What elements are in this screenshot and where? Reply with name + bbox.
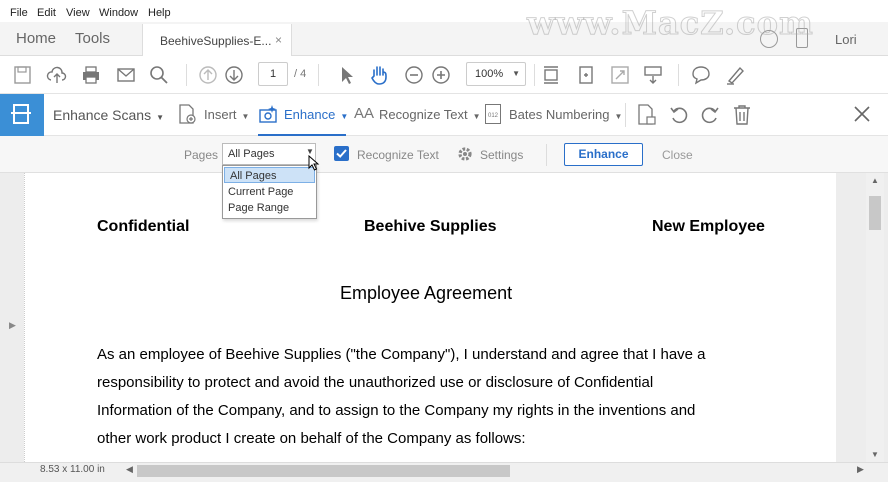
mouse-cursor-icon bbox=[308, 155, 320, 176]
document-title: Employee Agreement bbox=[340, 283, 513, 303]
page-properties-icon[interactable] bbox=[637, 104, 657, 126]
header-new-employee: New Employee bbox=[652, 218, 765, 235]
page-number-input[interactable]: 1 bbox=[258, 62, 288, 86]
gear-icon[interactable] bbox=[455, 144, 475, 164]
dropdown-option-all-pages[interactable]: All Pages bbox=[224, 167, 315, 183]
recognize-text-menu[interactable] bbox=[379, 107, 481, 122]
insert-page-icon bbox=[178, 104, 196, 124]
toolbar-divider bbox=[318, 64, 319, 86]
pages-select[interactable] bbox=[222, 143, 316, 165]
zoom-value: 100% bbox=[475, 68, 504, 80]
toolbar-divider bbox=[534, 64, 535, 86]
chevron-down-icon: ▼ bbox=[156, 113, 164, 122]
paragraph-line: responsibility to protect and avoid the unauthorized use or disclosure of Confidential bbox=[97, 374, 654, 391]
watermark: www.MacZ.com bbox=[527, 4, 814, 42]
recognize-text-icon: AA bbox=[354, 105, 375, 122]
menu-view[interactable]: View bbox=[66, 7, 90, 19]
expand-panel-icon[interactable]: ▶ bbox=[9, 320, 16, 330]
paragraph-line: As an employee of Beehive Supplies ("the Company"), I understand and agree that I have a bbox=[97, 346, 706, 363]
paragraph-line: Information of the Company, and to assign to the Company my rights in the inventions and bbox=[97, 402, 696, 419]
bates-numbering-menu[interactable] bbox=[509, 107, 622, 122]
upload-cloud-icon[interactable] bbox=[46, 64, 68, 86]
insert-label: Insert bbox=[204, 107, 237, 122]
recognize-text-label: Recognize Text bbox=[379, 107, 468, 122]
insert-menu[interactable] bbox=[204, 107, 249, 122]
comment-icon[interactable] bbox=[690, 64, 712, 86]
recognize-text-checkbox[interactable] bbox=[334, 146, 349, 161]
document-tab-title: BeehiveSupplies-E... bbox=[160, 34, 272, 48]
pages-select-value: All Pages bbox=[228, 148, 275, 160]
previous-page-icon[interactable] bbox=[197, 64, 219, 86]
toolbar-divider bbox=[625, 103, 626, 127]
print-icon[interactable] bbox=[80, 64, 102, 86]
enhance-menu[interactable] bbox=[284, 107, 348, 122]
menu-file[interactable]: File bbox=[10, 7, 28, 19]
chevron-down-icon: ▼ bbox=[306, 147, 314, 156]
enhance-scans-tool-icon bbox=[0, 94, 44, 136]
delete-trash-icon[interactable] bbox=[732, 104, 752, 126]
chevron-down-icon: ▼ bbox=[241, 112, 250, 121]
toolbar-divider bbox=[186, 64, 187, 86]
chevron-down-icon: ▼ bbox=[614, 112, 623, 121]
rotate-view-icon[interactable] bbox=[575, 64, 597, 86]
highlight-pen-icon[interactable] bbox=[724, 64, 746, 86]
close-icon[interactable] bbox=[852, 104, 872, 124]
account-name[interactable]: Lori bbox=[835, 32, 857, 47]
scroll-down-icon[interactable]: ▼ bbox=[871, 450, 879, 459]
rotate-left-icon[interactable] bbox=[669, 105, 689, 125]
dropdown-option-page-range[interactable]: Page Range bbox=[228, 202, 290, 214]
chevron-down-icon: ▼ bbox=[472, 112, 481, 121]
email-icon[interactable] bbox=[115, 64, 137, 86]
enhance-scans-title-menu[interactable] bbox=[53, 107, 164, 123]
scroll-up-icon[interactable]: ▲ bbox=[871, 176, 879, 185]
chevron-down-icon: ▼ bbox=[512, 69, 520, 78]
enhance-scans-bar bbox=[0, 94, 888, 136]
horizontal-scroll-thumb[interactable] bbox=[137, 465, 510, 477]
scroll-right-icon[interactable]: ▶ bbox=[857, 464, 864, 474]
paragraph-line: other work product I create on behalf of the Company as follows: bbox=[97, 430, 526, 447]
pages-label: Pages bbox=[184, 148, 219, 162]
vertical-scroll-thumb[interactable] bbox=[869, 196, 881, 230]
zoom-in-icon[interactable] bbox=[430, 64, 452, 86]
toolbar-divider bbox=[546, 144, 547, 166]
bates-numbering-label: Bates Numbering bbox=[509, 107, 610, 122]
toolbar-divider bbox=[678, 64, 679, 86]
enhance-button[interactable]: Enhance bbox=[564, 143, 643, 166]
fit-page-icon[interactable] bbox=[540, 64, 562, 86]
header-confidential: Confidential bbox=[97, 218, 190, 235]
page-size-readout: 8.53 x 11.00 in bbox=[40, 464, 105, 475]
next-page-icon[interactable] bbox=[223, 64, 245, 86]
tab-home[interactable]: Home bbox=[16, 30, 57, 47]
recognize-text-option-label[interactable]: Recognize Text bbox=[357, 148, 439, 162]
search-icon[interactable] bbox=[148, 64, 170, 86]
zoom-select[interactable] bbox=[466, 62, 526, 86]
page-total: / 4 bbox=[294, 68, 307, 80]
header-company: Beehive Supplies bbox=[364, 218, 497, 235]
scroll-left-icon[interactable]: ◀ bbox=[126, 464, 133, 474]
close-tab-icon[interactable]: × bbox=[275, 33, 283, 47]
menu-help[interactable]: Help bbox=[148, 7, 171, 19]
enhance-scans-title: Enhance Scans bbox=[53, 107, 152, 123]
document-tab[interactable] bbox=[142, 24, 292, 56]
chevron-down-icon: ▼ bbox=[340, 112, 349, 121]
scroll-mode-icon[interactable] bbox=[642, 64, 664, 86]
zoom-out-icon[interactable] bbox=[403, 64, 425, 86]
save-icon[interactable] bbox=[12, 64, 34, 86]
rotate-right-icon[interactable] bbox=[700, 105, 720, 125]
menu-window[interactable]: Window bbox=[99, 7, 139, 19]
dropdown-option-current-page[interactable]: Current Page bbox=[228, 186, 294, 198]
menu-edit[interactable]: Edit bbox=[37, 7, 56, 19]
main-toolbar bbox=[0, 56, 888, 94]
select-cursor-icon[interactable] bbox=[336, 64, 358, 86]
tab-tools[interactable]: Tools bbox=[75, 30, 111, 47]
hand-tool-icon[interactable] bbox=[368, 64, 390, 86]
enhance-camera-icon bbox=[258, 104, 278, 124]
enhance-label: Enhance bbox=[284, 107, 336, 122]
close-button[interactable]: Close bbox=[662, 148, 693, 162]
full-screen-icon[interactable] bbox=[609, 64, 631, 86]
enhance-options-bar bbox=[0, 136, 888, 173]
settings-link[interactable]: Settings bbox=[480, 148, 524, 162]
bates-numbering-icon: 012 bbox=[485, 104, 501, 124]
pages-dropdown-list bbox=[222, 165, 317, 219]
